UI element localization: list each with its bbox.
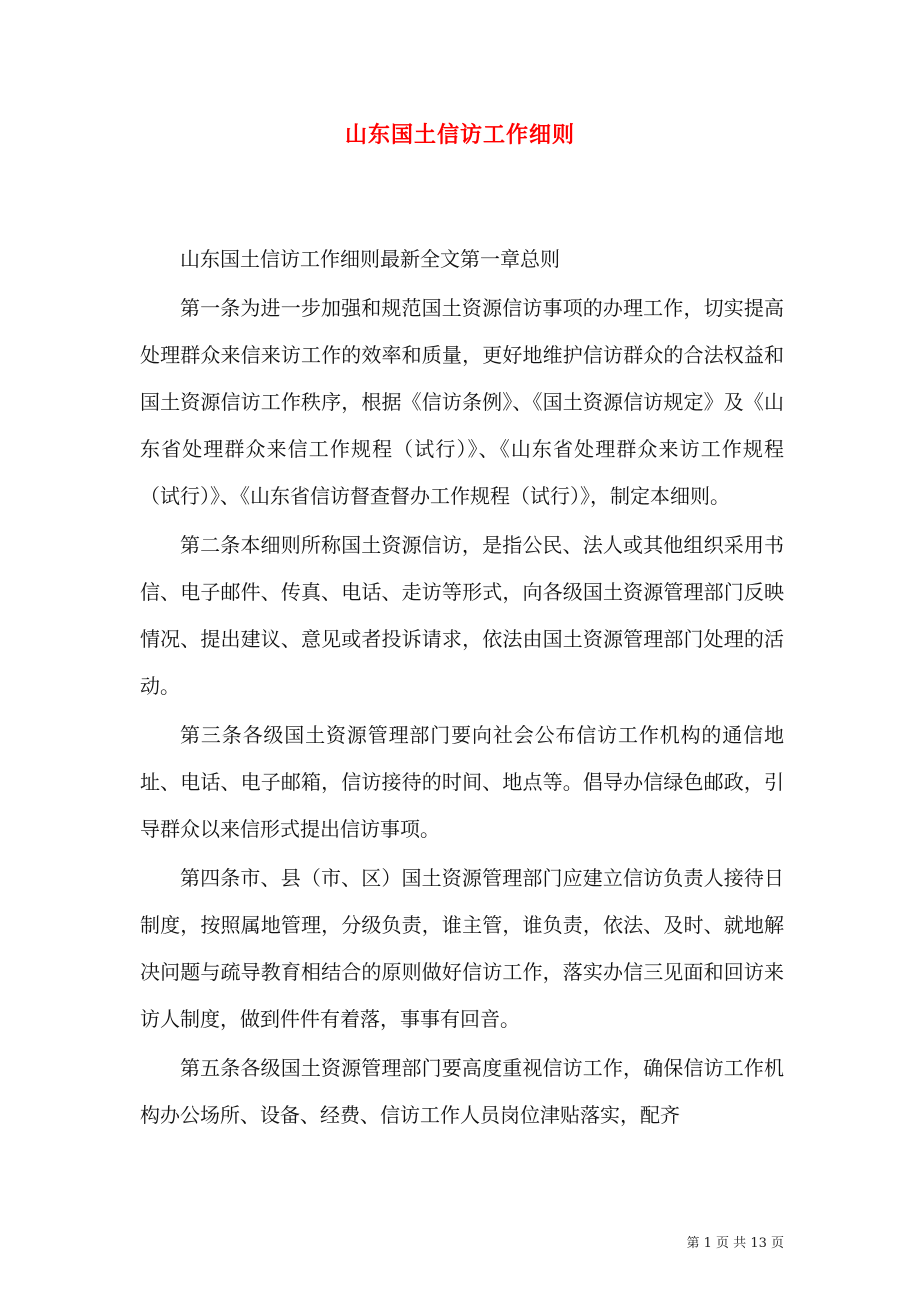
paragraph-article-4: 第四条市、县（市、区）国土资源管理部门应建立信访负责人接待日制度，按照属地管理，分级负责，谁主管，谁负责，依法、及时、就地解决问题与疏导教育相结合的原则做好信访工作，落实办信三见面和回访来访人制度，做到件件有着落，事事有回音。 <box>140 866 784 1031</box>
document-title: 山东国土信访工作细则 <box>344 122 575 148</box>
paragraph-article-2: 第二条本细则所称国土资源信访，是指公民、法人或其他组织采用书信、电子邮件、传真、电话、走访等形式，向各级国土资源管理部门反映情况、提出建议、意见或者投诉请求，依法由国土资源管理部门处理的活动。 <box>140 533 784 698</box>
document-body <box>140 236 784 1139</box>
document-heading-line: 山东国土信访工作细则最新全文第一章总则 <box>180 247 560 271</box>
paragraph-article-3: 第三条各级国土资源管理部门要向社会公布信访工作机构的通信地址、电话、电子邮箱，信访接待的时间、地点等。倡导办信绿色邮政，引导群众以来信形式提出信访事项。 <box>140 723 784 841</box>
page-number-label: 第 1 页 共 13 页 <box>686 1236 784 1251</box>
page-footer <box>600 1234 784 1254</box>
paragraph-article-1: 第一条为进一步加强和规范国土资源信访事项的办理工作，切实提高处理群众来信来访工作的效率和质量，更好地维护信访群众的合法权益和国土资源信访工作秩序，根据《信访条例》、《国土资源信访规定》及《山东省处理群众来信工作规程（试行）》、《山东省处理群众来访工作规程（试行）》、《山东省信访督查督办工作规程（试行）》，制定本细则。 <box>140 296 784 508</box>
paragraph-article-5: 第五条各级国土资源管理部门要高度重视信访工作，确保信访工作机构办公场所、设备、经费、信访工作人员岗位津贴落实，配齐 <box>140 1056 784 1127</box>
